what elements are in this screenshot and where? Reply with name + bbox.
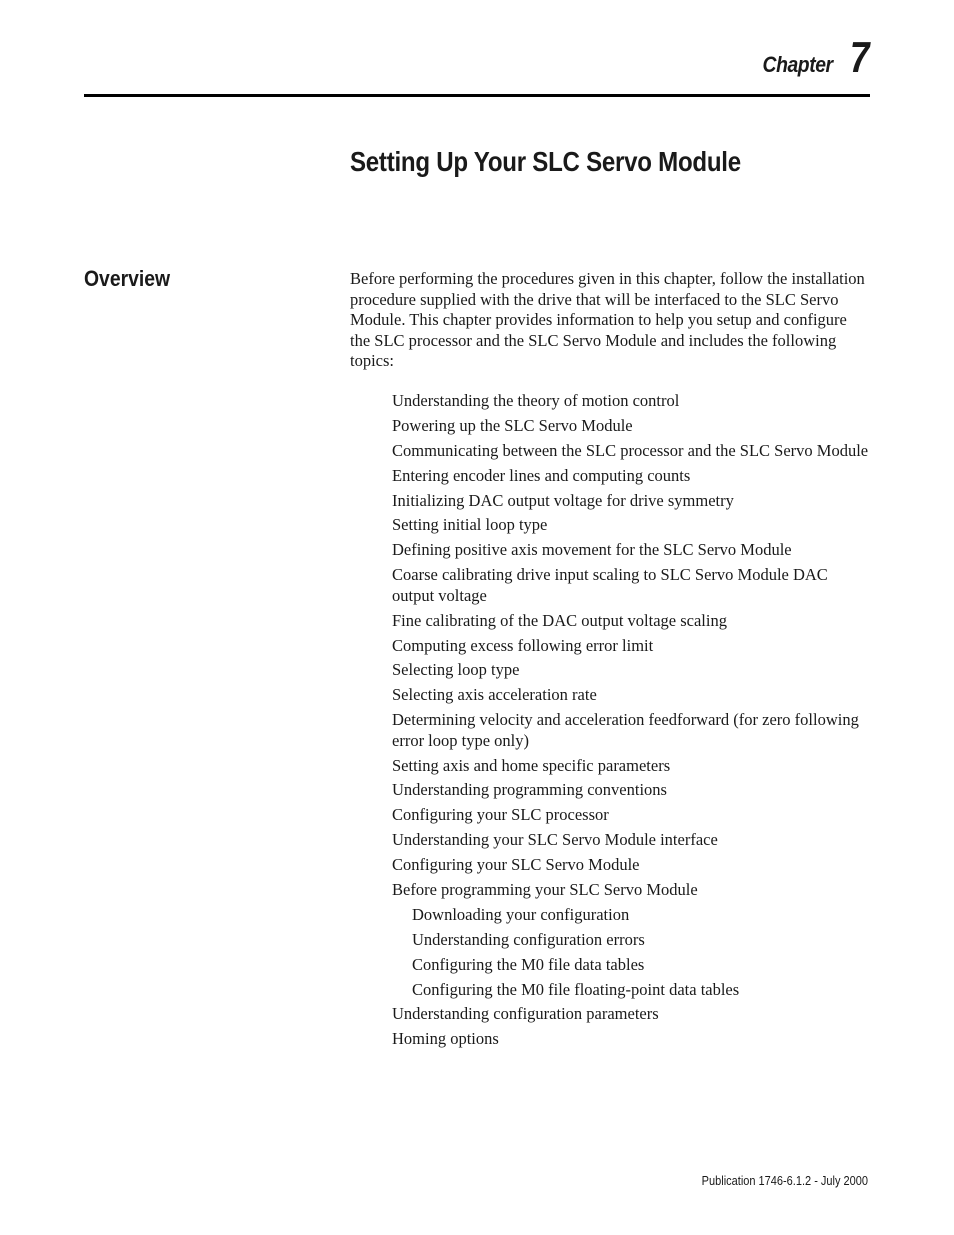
sub-topic-item: Configuring the M0 file floating-point data tables xyxy=(412,979,740,999)
header-rule xyxy=(84,94,870,97)
topic-item: Defining positive axis movement for the SLC Servo Module xyxy=(392,540,792,560)
topic-list xyxy=(392,391,870,1054)
topic-item: Setting axis and home specific parameters xyxy=(392,755,671,775)
topic-item: Computing excess following error limit xyxy=(392,635,654,655)
chapter-header xyxy=(753,33,869,82)
topic-item: Determining velocity and acceleration feedforward (for zero following error loop type only) xyxy=(392,710,859,750)
topic-item: Selecting loop type xyxy=(392,660,520,680)
section-heading-overview: Overview xyxy=(84,266,171,291)
topic-item: Coarse calibrating drive input scaling to SLC Servo Module DAC output voltage xyxy=(392,565,828,605)
topic-item: Configuring your SLC processor xyxy=(392,805,609,825)
topic-item: Homing options xyxy=(392,1029,499,1049)
chapter-number: 7 xyxy=(849,33,869,82)
topic-item: Setting initial loop type xyxy=(392,515,548,535)
sub-topic-item: Understanding configuration errors xyxy=(412,929,645,949)
topic-item: Understanding programming conventions xyxy=(392,780,667,800)
topic-item: Initializing DAC output voltage for drive symmetry xyxy=(392,490,734,510)
publication-footer: Publication 1746-6.1.2 - July 2000 xyxy=(701,1174,868,1188)
topic-item: Understanding the theory of motion control xyxy=(392,391,680,410)
topic-item: Fine calibrating of the DAC output voltage scaling xyxy=(392,610,727,630)
topic-item: Communicating between the SLC processor and the SLC Servo Module xyxy=(392,440,869,460)
page-title: Setting Up Your SLC Servo Module xyxy=(350,146,741,177)
topic-item: Powering up the SLC Servo Module xyxy=(392,415,633,435)
topic-item: Understanding configuration parameters xyxy=(392,1004,659,1024)
chapter-label: Chapter xyxy=(762,52,833,77)
sub-topic-item: Downloading your configuration xyxy=(412,904,630,924)
topic-item: Before programming your SLC Servo Module xyxy=(392,880,698,900)
sub-topic-item: Configuring the M0 file data tables xyxy=(412,954,645,974)
topic-item: Entering encoder lines and computing counts xyxy=(392,465,691,485)
topic-item: Understanding your SLC Servo Module interface xyxy=(392,830,718,850)
overview-intro: Before performing the procedures given in this chapter, follow the installation procedure supplied with the drive that will be interfaced to the SLC Servo Module. This chapter provides information to help you setup and configure the SLC processor and the SLC Servo Module and includes the following topics: xyxy=(350,269,865,370)
topic-item: Selecting axis acceleration rate xyxy=(392,685,597,705)
topic-item: Configuring your SLC Servo Module xyxy=(392,855,640,875)
